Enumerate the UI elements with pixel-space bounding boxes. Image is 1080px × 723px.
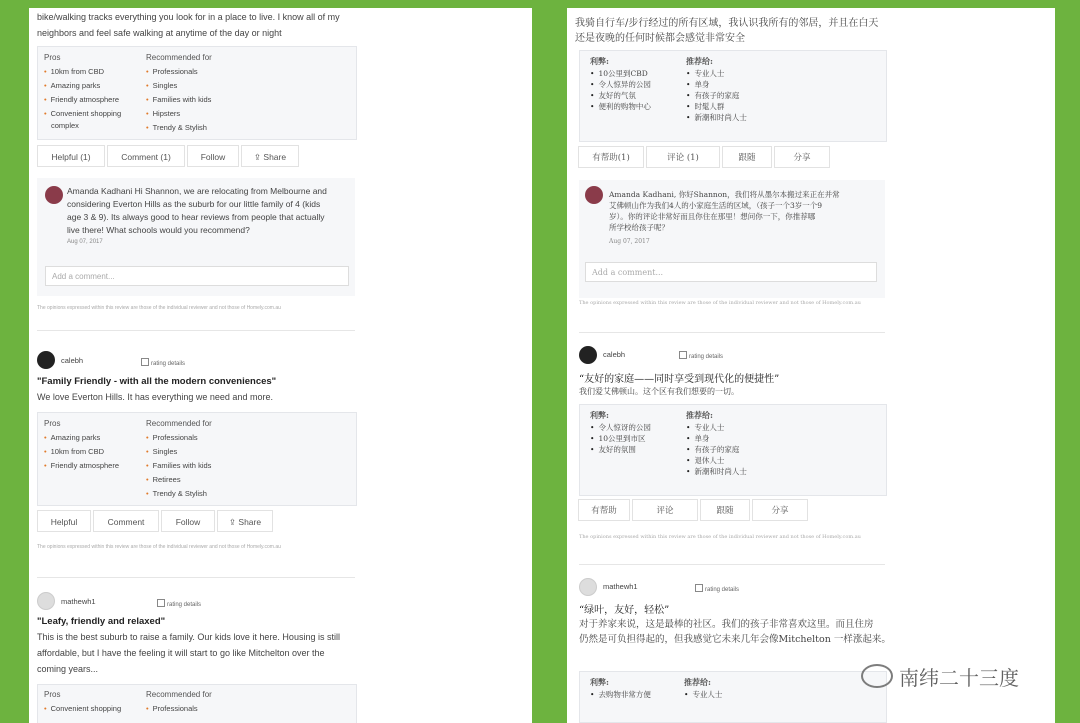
share-button[interactable]: 分享 bbox=[774, 146, 830, 168]
pros-recommend-box bbox=[37, 684, 357, 723]
avatar bbox=[45, 186, 63, 204]
pros-item bbox=[590, 79, 651, 90]
review-title: “友好的家庭——同时享受到现代化的便捷性” bbox=[579, 374, 780, 385]
review-title: "Family Friendly - with all the modern conveniences" bbox=[37, 376, 277, 387]
comment-line: Amanda Kadhani, 你好Shannon，我们将从墨尔本搬过来正在并常 bbox=[609, 190, 840, 199]
pros-item bbox=[44, 81, 100, 90]
bullet: • bbox=[146, 109, 149, 118]
label-text: Professionals bbox=[152, 67, 198, 76]
label-text: 友好的氛围 bbox=[598, 445, 636, 454]
comment-line: 岁）。你的评论非常好而且你住在那里！想问你一下，你推荐哪 bbox=[609, 212, 816, 221]
bullet: • bbox=[44, 461, 47, 470]
rec-item bbox=[686, 112, 747, 123]
label-text: Share bbox=[238, 517, 262, 527]
bullet: • bbox=[590, 91, 595, 100]
add-comment-input[interactable]: Add a comment... bbox=[45, 266, 349, 286]
label-text: 专业人士 bbox=[694, 69, 725, 78]
label-text: rating details bbox=[689, 354, 724, 360]
label-text: 10公里到市区 bbox=[598, 434, 646, 443]
bullet: • bbox=[146, 489, 149, 498]
rating-details-link[interactable] bbox=[141, 358, 185, 367]
share-button[interactable]: 分享 bbox=[752, 499, 808, 521]
username[interactable]: mathewh1 bbox=[61, 597, 96, 606]
label-text: Convenient shopping bbox=[50, 704, 122, 713]
recommended-label: 推荐给: bbox=[686, 410, 713, 420]
comment-thread bbox=[37, 178, 355, 296]
bullet: • bbox=[686, 445, 691, 454]
rec-item bbox=[146, 67, 198, 76]
label-text: Families with kids bbox=[152, 95, 212, 104]
bullet: • bbox=[146, 123, 149, 132]
bullet: • bbox=[686, 91, 691, 100]
avatar bbox=[37, 592, 55, 610]
bullet: • bbox=[686, 434, 691, 443]
pros-item bbox=[44, 433, 100, 442]
pros-item bbox=[44, 447, 104, 456]
label-text: Singles bbox=[152, 81, 178, 90]
review-body: coming years... bbox=[37, 664, 99, 674]
follow-button[interactable]: Follow bbox=[187, 145, 239, 167]
rec-item bbox=[146, 475, 181, 484]
label-text: 友好的气氛 bbox=[598, 91, 636, 100]
comment-line: 所学校给孩子呢？ bbox=[609, 223, 669, 232]
comment-line: live there! What schools would you recommend? bbox=[67, 225, 250, 235]
pros-label: Pros bbox=[44, 419, 61, 428]
review-body: affordable, but I have the feeling it will start to go like Mitchelton over the bbox=[37, 648, 325, 658]
share-icon: ⇪ bbox=[228, 517, 237, 527]
bullet: • bbox=[146, 81, 149, 90]
follow-button[interactable]: Follow bbox=[161, 510, 215, 532]
intro-line: 我骑自行车/步行经过的所有区域，我认识我所有的邻居，并且在白天 bbox=[575, 18, 879, 29]
comment-line: 艾佛顿山作为我们4人的小家庭生活的区域，（孩子一个3岁一个9 bbox=[609, 201, 823, 210]
wechat-icon bbox=[861, 664, 893, 688]
pros-item bbox=[44, 109, 121, 118]
pros-recommend-box bbox=[579, 671, 887, 723]
bullet: • bbox=[686, 102, 691, 111]
label-text: rating details bbox=[167, 602, 202, 608]
rec-item bbox=[686, 433, 709, 444]
follow-button[interactable]: 跟随 bbox=[700, 499, 750, 521]
label-text: Share bbox=[263, 152, 287, 162]
bullet: • bbox=[44, 67, 47, 76]
helpful-button[interactable]: Helpful (1) bbox=[37, 145, 105, 167]
divider bbox=[37, 577, 355, 578]
bullet: • bbox=[686, 69, 691, 78]
rec-item bbox=[686, 422, 724, 433]
divider bbox=[579, 564, 885, 565]
bullet: • bbox=[44, 95, 47, 104]
rec-item bbox=[146, 704, 198, 713]
label-text: Friendly atmosphere bbox=[50, 95, 120, 104]
label-text: 专业人士 bbox=[694, 423, 725, 432]
recommended-label: 推荐给: bbox=[686, 56, 713, 66]
add-comment-input[interactable]: Add a comment... bbox=[585, 262, 877, 282]
recommended-label: Recommended for bbox=[146, 419, 212, 428]
bullet: • bbox=[590, 423, 595, 432]
rec-item bbox=[686, 101, 724, 112]
bullet: • bbox=[146, 95, 149, 104]
recommended-label: Recommended for bbox=[146, 690, 212, 699]
review-body: This is the best suburb to raise a family. Our kids love it here. Housing is still bbox=[37, 632, 340, 642]
helpful-button[interactable]: Helpful bbox=[37, 510, 91, 532]
helpful-button[interactable]: 有帮助(1) bbox=[578, 146, 644, 168]
pros-recommend-box bbox=[579, 50, 887, 142]
pros-item bbox=[590, 444, 636, 455]
label-text: 单身 bbox=[694, 434, 710, 443]
review-body: 仍然是可负担得起的，但我感觉它未来几年会像Mitchelton 一样涨起来。 bbox=[579, 634, 891, 645]
disclaimer: The opinions expressed within this review are those of the individual reviewer and not those of Homely.com.au bbox=[579, 300, 861, 306]
rating-icon bbox=[157, 599, 165, 607]
label-text: 新潮和时尚人士 bbox=[694, 113, 747, 122]
label-text: rating details bbox=[151, 361, 186, 367]
bullet: • bbox=[686, 80, 691, 89]
pros-item bbox=[590, 422, 651, 433]
pros-item bbox=[590, 433, 645, 444]
rec-item bbox=[686, 466, 747, 477]
intro-line: 还是夜晚的任何时候都会感觉非常安全 bbox=[575, 33, 745, 44]
label-text: Families with kids bbox=[152, 461, 212, 470]
label-text: 令人惊异的公园 bbox=[598, 80, 651, 89]
label-text: Professionals bbox=[152, 704, 198, 713]
rec-item bbox=[684, 689, 722, 700]
bullet: • bbox=[146, 433, 149, 442]
avatar bbox=[585, 186, 603, 204]
rec-item bbox=[146, 489, 207, 498]
bullet: • bbox=[44, 81, 47, 90]
pros-recommend-box bbox=[37, 412, 357, 506]
label-text: 新潮和时尚人士 bbox=[694, 467, 747, 476]
bullet: • bbox=[44, 109, 47, 118]
pros-recommend-box bbox=[37, 46, 357, 140]
comment-button[interactable]: 评论 bbox=[632, 499, 698, 521]
review-body: We love Everton Hills. It has everything we need and more. bbox=[37, 392, 273, 402]
label-text: Amazing parks bbox=[50, 433, 101, 442]
recommended-label: Recommended for bbox=[146, 53, 212, 62]
pros-recommend-box bbox=[579, 404, 887, 496]
watermark bbox=[861, 662, 1019, 691]
label-text: Retirees bbox=[152, 475, 181, 484]
bullet: • bbox=[684, 690, 689, 699]
bullet: • bbox=[590, 434, 595, 443]
avatar bbox=[579, 578, 597, 596]
bullet: • bbox=[590, 445, 595, 454]
label-text: 有孩子的家庭 bbox=[694, 91, 740, 100]
bullet: • bbox=[590, 69, 595, 78]
comment-date: Aug 07, 2017 bbox=[67, 239, 103, 245]
helpful-button[interactable]: 有帮助 bbox=[578, 499, 630, 521]
label-text: rating details bbox=[705, 587, 740, 593]
label-text: Professionals bbox=[152, 433, 198, 442]
rec-item bbox=[686, 444, 739, 455]
rec-item bbox=[146, 109, 180, 118]
pros-label: Pros bbox=[44, 53, 61, 62]
bullet: • bbox=[146, 475, 149, 484]
label-text: Trendy & Stylish bbox=[152, 123, 207, 132]
pros-item-cont: complex bbox=[51, 121, 79, 130]
comment-date: Aug 07, 2017 bbox=[609, 238, 650, 245]
review-body: 对于养家来说，这是最棒的社区。我们的孩子非常喜欢这里。而且住房 bbox=[579, 619, 874, 630]
review-panel-english bbox=[29, 8, 532, 723]
label-text: 便利的购物中心 bbox=[598, 102, 651, 111]
rating-details-link[interactable] bbox=[157, 599, 201, 608]
label-text: 10km from CBD bbox=[50, 67, 104, 76]
share-button[interactable] bbox=[241, 145, 299, 167]
pros-label: 利弊: bbox=[590, 56, 609, 66]
review-title: “绿叶，友好，轻松” bbox=[579, 605, 670, 616]
rec-item bbox=[146, 95, 211, 104]
username[interactable]: calebh bbox=[603, 350, 626, 359]
intro-line: bike/walking tracks everything you look for in a place to live. I know all of my bbox=[37, 12, 340, 22]
rec-item bbox=[146, 447, 177, 456]
bullet: • bbox=[686, 113, 691, 122]
intro-line: neighbors and feel safe walking at anytime of the day or night bbox=[37, 28, 282, 38]
pros-item bbox=[44, 461, 119, 470]
bullet: • bbox=[590, 102, 595, 111]
rating-icon bbox=[679, 351, 687, 359]
pros-item bbox=[590, 68, 648, 79]
share-button[interactable] bbox=[217, 510, 273, 532]
comment-button[interactable]: 评论 (1) bbox=[646, 146, 720, 168]
pros-item bbox=[44, 704, 121, 713]
label-text: 有孩子的家庭 bbox=[694, 445, 740, 454]
rating-icon bbox=[695, 584, 703, 592]
pros-item bbox=[44, 67, 104, 76]
username[interactable]: mathewh1 bbox=[603, 582, 638, 591]
pros-item bbox=[590, 90, 636, 101]
review-body: 我们爱艾佛顿山。这个区有我们想要的一切。 bbox=[579, 387, 739, 396]
rec-item bbox=[686, 79, 709, 90]
comment-thread bbox=[579, 180, 885, 298]
bullet: • bbox=[146, 67, 149, 76]
rating-details-link[interactable] bbox=[695, 584, 739, 593]
rec-item bbox=[146, 81, 177, 90]
bullet: • bbox=[146, 447, 149, 456]
rec-item bbox=[146, 433, 198, 442]
bullet: • bbox=[686, 456, 691, 465]
bullet: • bbox=[44, 447, 47, 456]
label-text: 10km from CBD bbox=[50, 447, 104, 456]
rating-icon bbox=[141, 358, 149, 366]
label-text: Convenient shopping bbox=[50, 109, 122, 118]
bullet: • bbox=[44, 433, 47, 442]
review-panel-chinese bbox=[567, 8, 1055, 723]
bullet: • bbox=[686, 423, 691, 432]
label-text: 南纬二十三度 bbox=[899, 666, 1019, 690]
label-text: 去购物非常方便 bbox=[598, 690, 651, 699]
divider bbox=[579, 332, 885, 333]
pros-label: 利弊: bbox=[590, 677, 609, 687]
disclaimer: The opinions expressed within this review are those of the individual reviewer and not those of Homely.com.au bbox=[579, 534, 861, 540]
label-text: 10公里到CBD bbox=[598, 69, 648, 78]
label-text: 专业人士 bbox=[692, 690, 723, 699]
label-text: 时髦人群 bbox=[694, 102, 725, 111]
pros-item bbox=[590, 101, 651, 112]
bullet: • bbox=[590, 690, 595, 699]
comment-button[interactable]: Comment (1) bbox=[107, 145, 185, 167]
label-text: 令人惊讶的公园 bbox=[598, 423, 651, 432]
label-text: Friendly atmosphere bbox=[50, 461, 120, 470]
rec-item bbox=[146, 461, 211, 470]
divider bbox=[37, 330, 355, 331]
bullet: • bbox=[146, 461, 149, 470]
label-text: Hipsters bbox=[152, 109, 181, 118]
bullet: • bbox=[146, 704, 149, 713]
bullet: • bbox=[686, 467, 691, 476]
comment-button[interactable]: Comment bbox=[93, 510, 159, 532]
follow-button[interactable]: 跟随 bbox=[722, 146, 772, 168]
avatar bbox=[579, 346, 597, 364]
share-icon: ⇪ bbox=[253, 152, 262, 162]
disclaimer: The opinions expressed within this review are those of the individual reviewer and not those of Homely.com.au bbox=[37, 544, 281, 550]
label-text: Amazing parks bbox=[50, 81, 101, 90]
label-text: Trendy & Stylish bbox=[152, 489, 207, 498]
pros-label: Pros bbox=[44, 690, 61, 699]
rec-item bbox=[146, 123, 207, 132]
label-text: 单身 bbox=[694, 80, 710, 89]
rating-details-link[interactable] bbox=[679, 351, 723, 360]
bullet: • bbox=[590, 80, 595, 89]
pros-label: 利弊: bbox=[590, 410, 609, 420]
label-text: 退休人士 bbox=[694, 456, 725, 465]
pros-item bbox=[590, 689, 651, 700]
rec-item bbox=[686, 455, 724, 466]
comment-line: age 3 & 9). Its always good to hear reviews from people that actually bbox=[67, 212, 325, 222]
avatar bbox=[37, 351, 55, 369]
rec-item bbox=[686, 68, 724, 79]
rec-item bbox=[686, 90, 739, 101]
pros-item bbox=[44, 95, 119, 104]
comment-line: considering Everton Hills as the suburb for our little family of 4 (kids bbox=[67, 199, 321, 209]
review-title: "Leafy, friendly and relaxed" bbox=[37, 616, 166, 627]
comment-line: Amanda Kadhani Hi Shannon, we are relocating from Melbourne and bbox=[67, 186, 327, 196]
recommended-label: 推荐给: bbox=[684, 677, 711, 687]
username[interactable]: calebh bbox=[61, 356, 84, 365]
bullet: • bbox=[44, 704, 47, 713]
label-text: Singles bbox=[152, 447, 178, 456]
disclaimer: The opinions expressed within this review are those of the individual reviewer and not those of Homely.com.au bbox=[37, 305, 281, 311]
